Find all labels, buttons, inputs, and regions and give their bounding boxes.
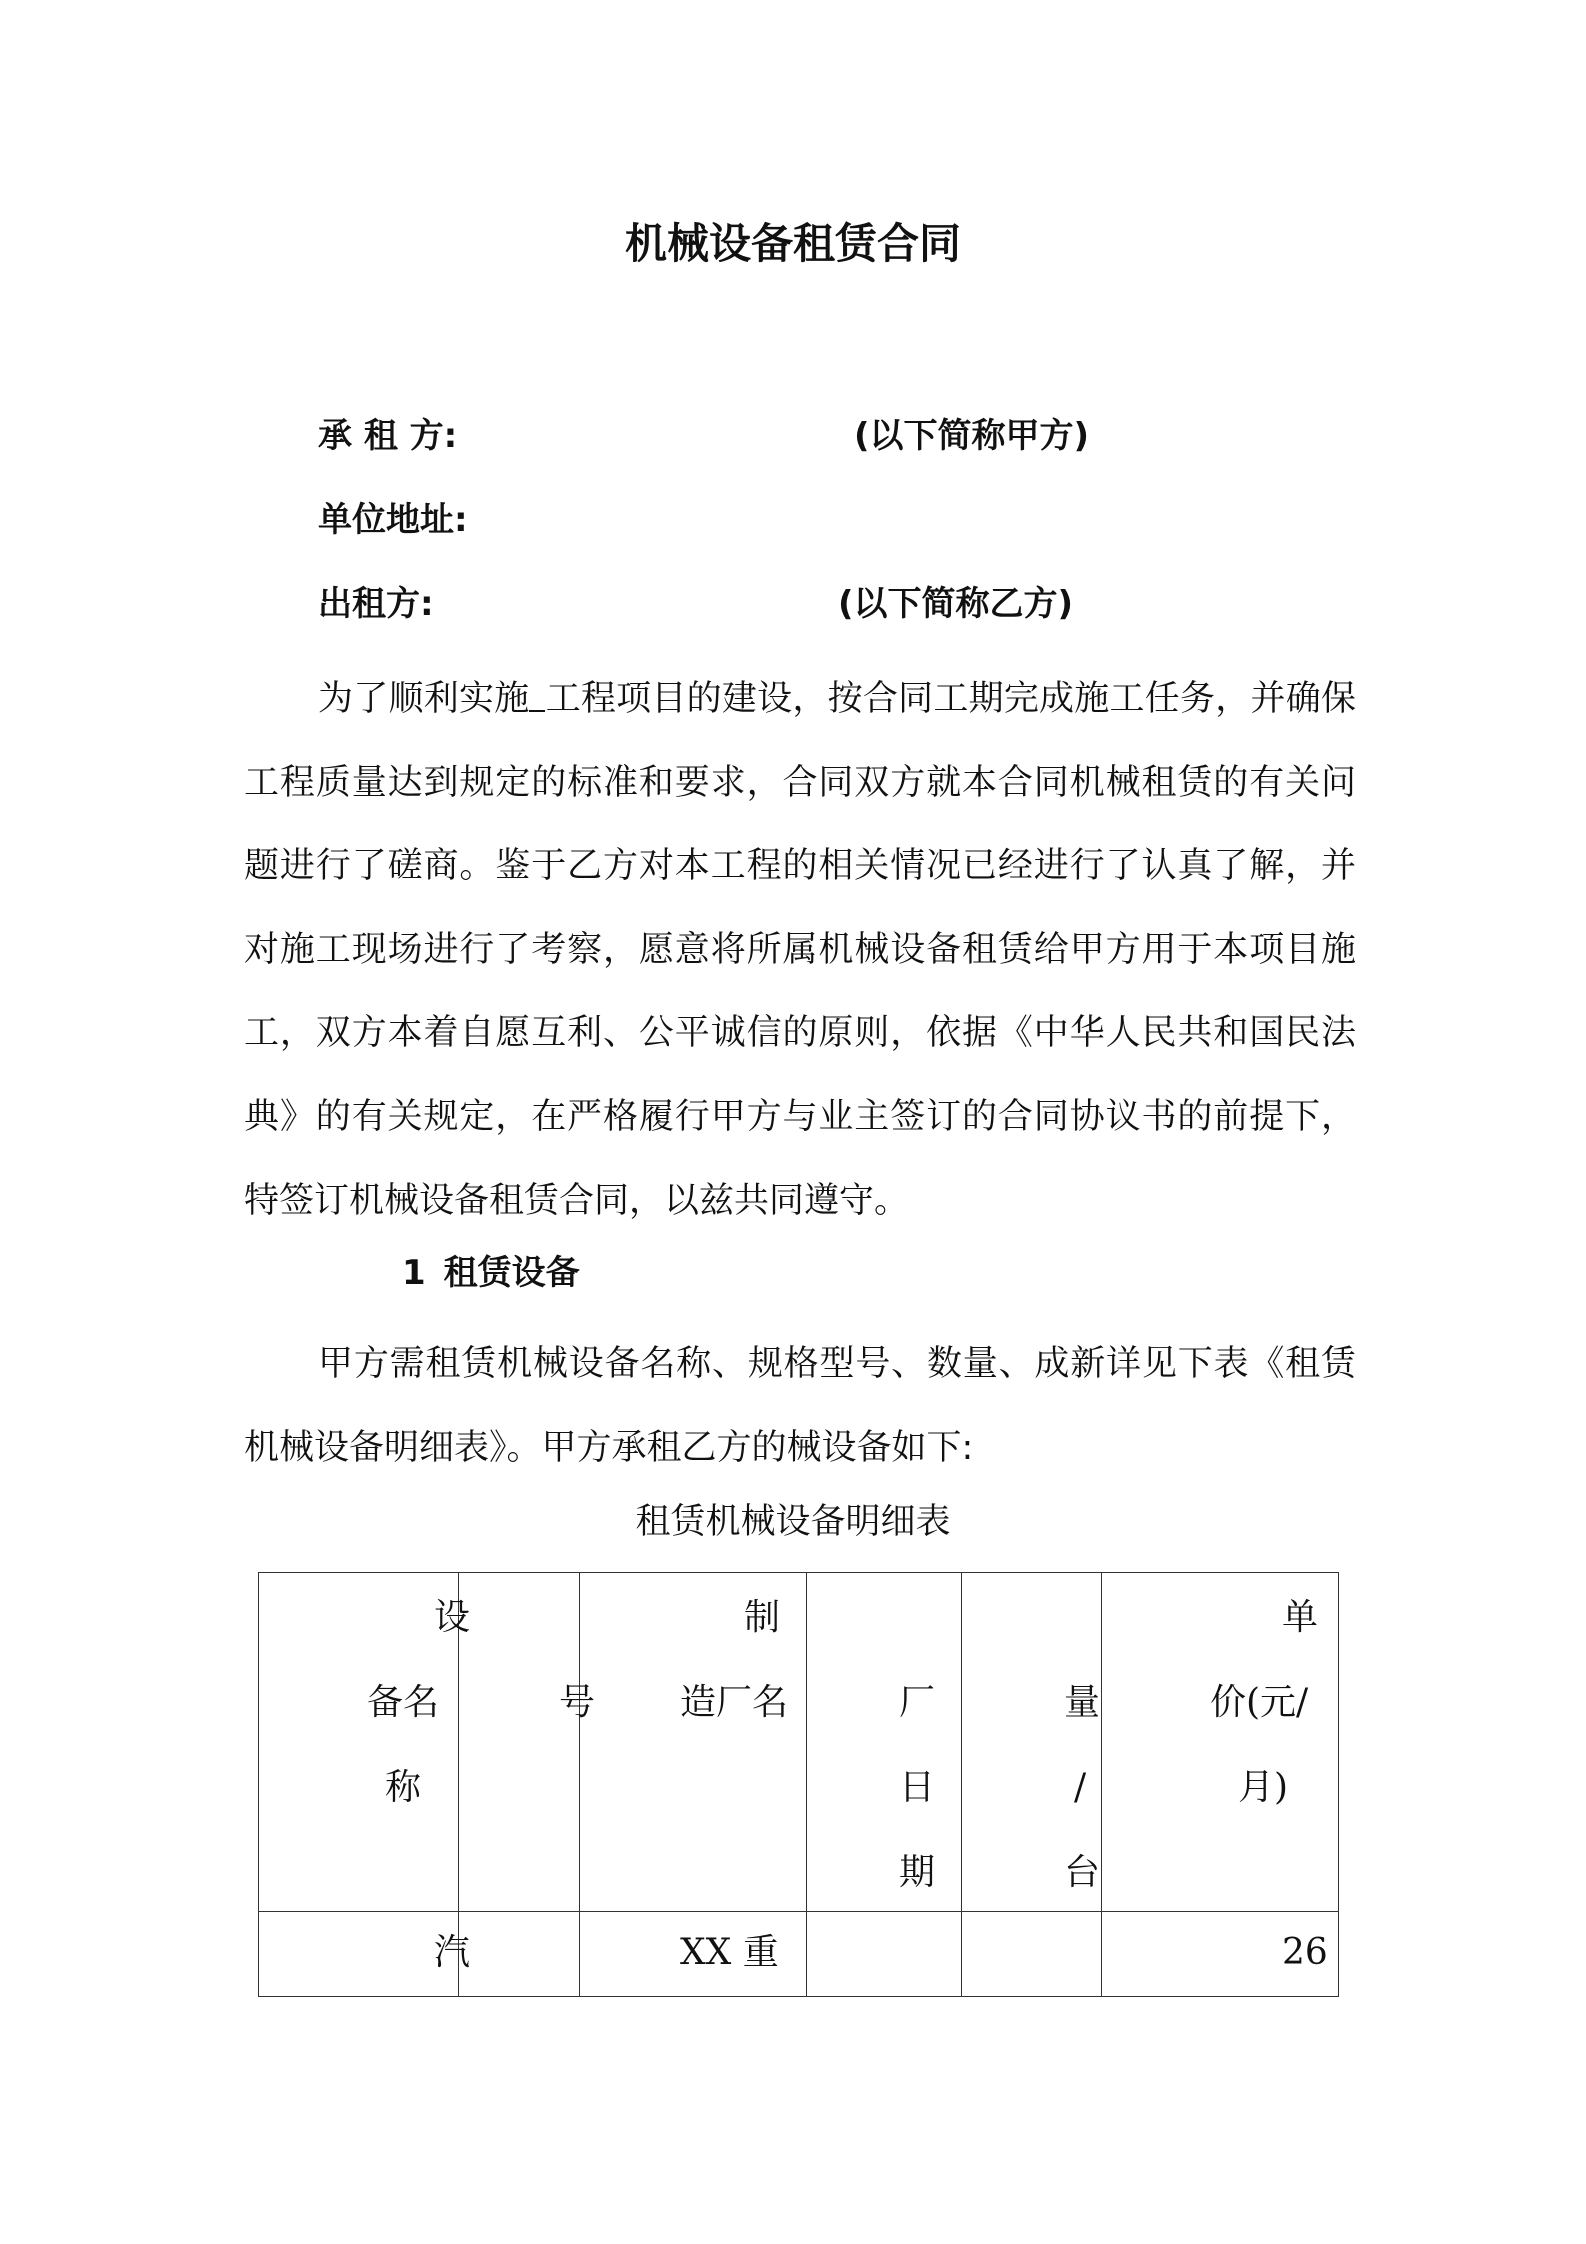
row1-cell-manufacturer [580, 1912, 807, 1997]
header-date-line2: 日 [899, 1767, 936, 1808]
header-cell-manufacturer [580, 1573, 807, 1912]
section-number: 1 [402, 1253, 426, 1293]
row1-cell-price [1102, 1912, 1339, 1997]
header-date-line1: 厂 [899, 1682, 936, 1723]
header-name-line1: 设 [434, 1597, 471, 1638]
row1-cell-quantity [962, 1912, 1102, 1997]
header-cell-name [259, 1573, 471, 1912]
table-row [259, 1912, 1339, 1997]
header-qty-line2: / [1074, 1767, 1087, 1808]
intro-part1: 为了顺利实施 [318, 679, 530, 719]
header-cell-price [1102, 1573, 1339, 1912]
header-qty-line3: 台 [1064, 1852, 1101, 1893]
header-price-line1: 单 [1282, 1597, 1319, 1638]
header-name-line3: 称 [385, 1767, 422, 1808]
row1-name: 汽 [434, 1932, 471, 1973]
project-name-blank [529, 680, 545, 712]
lessee-note: (以下简称甲方) [854, 416, 1090, 456]
intro-part2: 工程项目的建设，按合同工期完成施工任务，并确保工程质量达到规定的标准和要求，合同双方就本合同机械租赁的有关问题进行了磋商。鉴于乙方对本工程的相关情况已经进行了认真了解，并对施工现场进行了考察，愿意将所属机械设备租赁给甲方用于本项目施工，双方本着自愿互利、公平诚信的原则，依据《中华人民共和国民法典》的有关规定，在严格履行甲方与业主签订的合同协议书的前提下，特签订机械设备租赁合同，以兹共同遵守。 [244, 679, 1356, 1221]
header-price-line3: 月) [1238, 1767, 1289, 1808]
row1-cell-date [807, 1912, 962, 1997]
row1-price: 26 [1282, 1932, 1328, 1973]
lessor-label: 出租方: [318, 584, 434, 624]
header-name-line2: 备名 [367, 1682, 440, 1723]
header-model-line1: 号 [559, 1682, 596, 1723]
table-header-row [259, 1573, 1339, 1912]
address-line [318, 490, 468, 550]
section-1-paragraph: 甲方需租赁机械设备名称、规格型号、数量、成新详见下表《租赁机械设备明细表》。甲方承租乙方的械设备如下: [244, 1344, 1356, 1468]
header-cell-date [807, 1573, 962, 1912]
row1-cell-name [259, 1912, 471, 1997]
header-qty-line1: 量 [1064, 1682, 1101, 1723]
lessee-line [318, 406, 1090, 466]
header-date-line3: 期 [899, 1852, 936, 1893]
section-heading-1 [402, 1243, 580, 1303]
lessor-line [318, 574, 1074, 634]
row1-cell-model [459, 1912, 580, 1997]
header-cell-model [459, 1573, 596, 1912]
intro-paragraph [244, 658, 1356, 1243]
header-price-line2: 价(元/ [1210, 1682, 1309, 1723]
document-title: 机械设备租赁合同 [624, 219, 961, 268]
header-mfr-line2: 造厂名 [680, 1682, 789, 1723]
header-mfr-line1: 制 [744, 1597, 781, 1638]
table-caption: 租赁机械设备明细表 [635, 1502, 951, 1542]
equipment-table [258, 1572, 1339, 1997]
section-title: 租赁设备 [443, 1253, 580, 1293]
row1-manufacturer: XX 重 [680, 1932, 779, 1973]
header-cell-quantity [962, 1573, 1102, 1912]
lessee-label: 承 租 方: [318, 416, 458, 456]
lessor-note: (以下简称乙方) [838, 584, 1074, 624]
address-label: 单位地址: [318, 500, 468, 540]
